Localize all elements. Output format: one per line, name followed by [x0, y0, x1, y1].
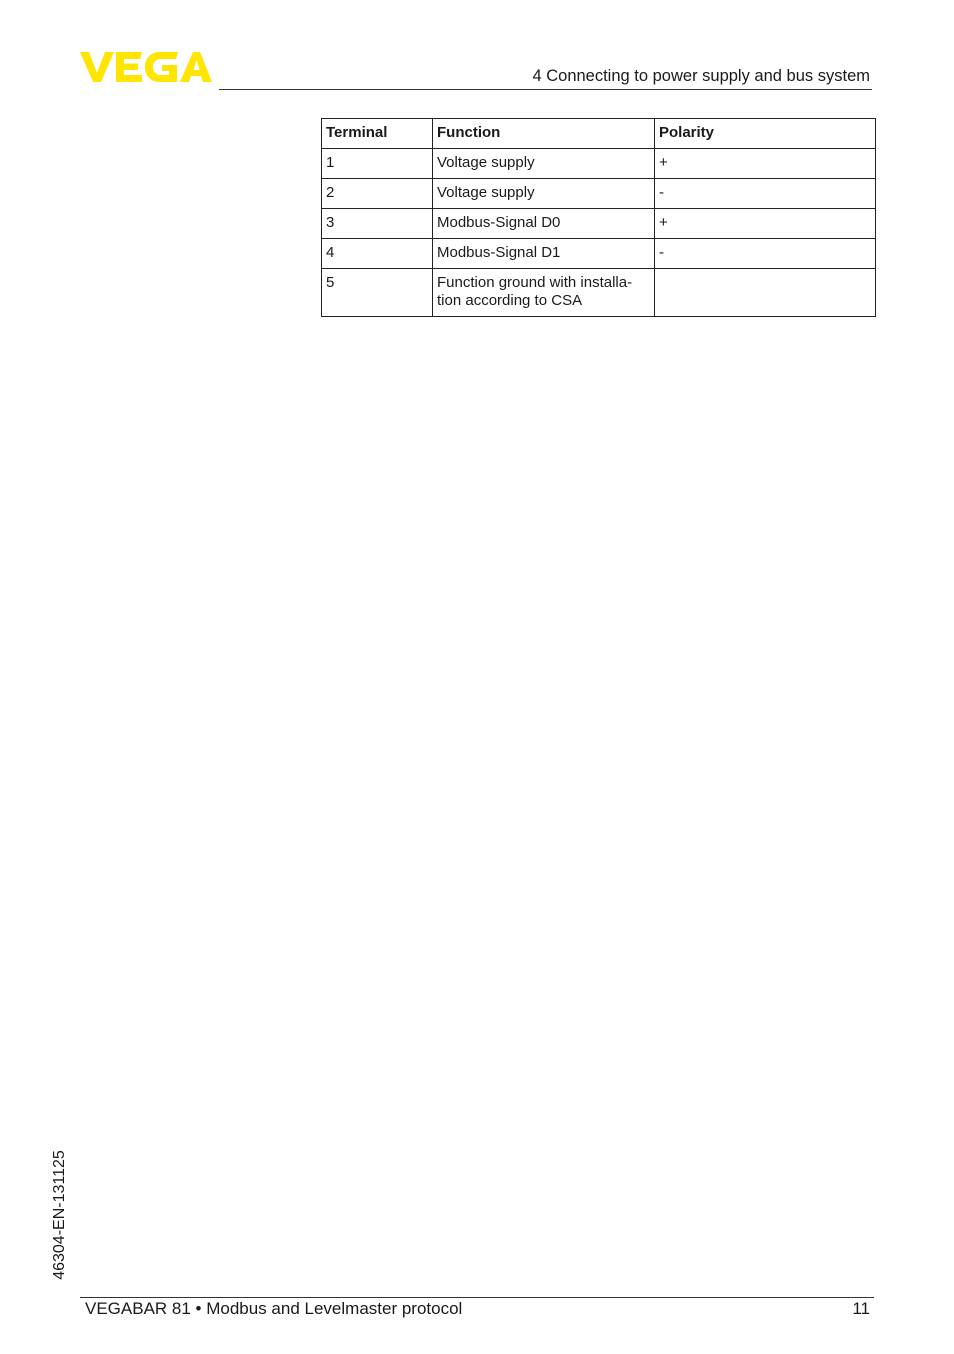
product-title: VEGABAR 81 • Modbus and Levelmaster protocol: [85, 1299, 463, 1318]
function-text: Voltage supply: [437, 154, 535, 171]
function-cell: [433, 179, 655, 209]
table-row: [322, 179, 876, 209]
table-row: [322, 239, 876, 269]
polarity-cell: -: [655, 179, 876, 209]
page-number: 11: [852, 1299, 870, 1318]
section-title: 4 Connecting to power supply and bus system: [532, 67, 870, 85]
column-header-function: Function: [433, 119, 655, 149]
function-cell: [433, 149, 655, 179]
polarity-cell: [655, 269, 876, 317]
polarity-cell: +: [655, 149, 876, 179]
terminal-cell: 2: [322, 179, 433, 209]
table-row: [322, 269, 876, 317]
function-text-line-1: Function ground with installa-: [437, 274, 633, 291]
function-text: Modbus-Signal D1: [437, 244, 561, 261]
polarity-cell: -: [655, 239, 876, 269]
function-cell: [433, 209, 655, 239]
function-cell: [433, 239, 655, 269]
table-header-row: [322, 119, 876, 149]
footer-divider: [80, 1297, 874, 1298]
terminal-cell: 5: [322, 269, 433, 317]
terminal-table: [321, 118, 876, 317]
terminal-cell: 1: [322, 149, 433, 179]
terminal-cell: 4: [322, 239, 433, 269]
terminal-cell: 3: [322, 209, 433, 239]
function-text-line-2: tion according to CSA: [437, 292, 583, 309]
polarity-cell: +: [655, 209, 876, 239]
vega-logo: [80, 50, 212, 84]
table-row: [322, 149, 876, 179]
column-header-polarity: Polarity: [655, 119, 876, 149]
document-id: 46304-EN-131125: [51, 1150, 68, 1280]
function-text: Voltage supply: [437, 184, 535, 201]
function-cell: [433, 269, 655, 317]
function-text: Modbus-Signal D0: [437, 214, 561, 231]
column-header-terminal: Terminal: [322, 119, 433, 149]
header-divider: [219, 89, 872, 90]
table-row: [322, 209, 876, 239]
